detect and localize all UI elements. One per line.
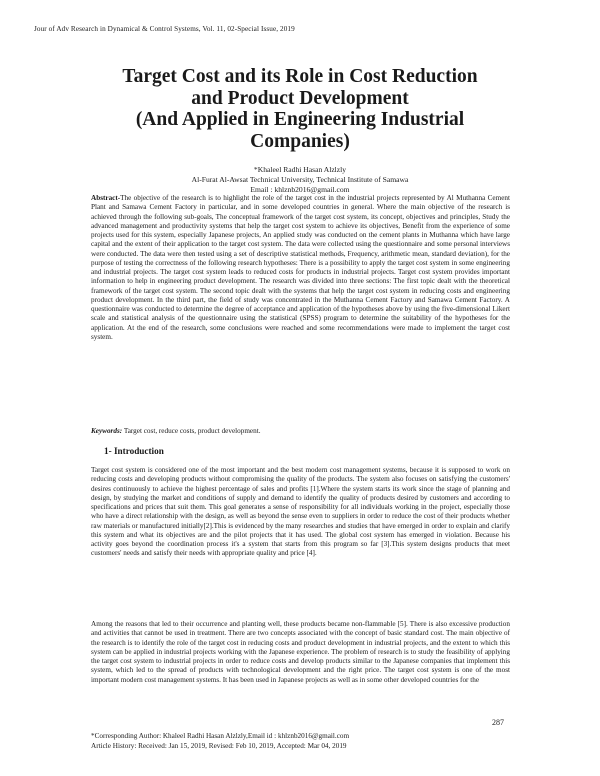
page-number: 287 [492, 718, 504, 727]
introduction-paragraph-2: Among the reasons that led to their occurrence and planting well, these products became non-flammable [5]. There is also excessive production and activities that cannot be used in treatment. There are two concepts associated with the concept of basic standard cost. The main objective of the research is to identify the role of the target cost in reducing costs and product development in industrial projects, and the extent to which this system can be applied in industrial projects working with the Japanese experience. The problem of research is to study the feasibility of applying the target cost system to industrial projects in order to reduce costs and develop products similar to the Japanese companies that implement this system, which led to the spread of products with technological development and the right price. The target cost system is one of the most important modern cost management systems. It has been used in Japanese projects as well as in some other developed countries for the [91, 620, 510, 684]
author-affiliation: Al-Furat Al-Awsat Technical University, Technical Institute of Samawa [191, 175, 409, 185]
corresponding-author: *Corresponding Author: Khaleel Radhi Hasan Alzlzly,Email id : khlznb2016@gmail.com [91, 732, 350, 740]
title-line-3: (And Applied in Engineering Industrial [135, 109, 465, 130]
running-head: Jour of Adv Research in Dynamical & Control Systems, Vol. 11, 02-Special Issue, 2019 [34, 25, 295, 33]
author-name: *Khaleel Radhi Hasan Alzlzly [253, 165, 347, 174]
article-history: Article History: Received: Jan 15, 2019, Revised: Feb 10, 2019, Accepted: Mar 04, 2019 [91, 742, 347, 750]
abstract [91, 194, 510, 342]
section-heading-introduction: 1- Introduction [104, 446, 164, 456]
title-line-1: Target Cost and its Role in Cost Reduction [122, 66, 478, 87]
abstract-text: The objective of the research is to highlight the role of the target cost in the industrial projects represented by Al Muthanna Cement Plant and Samawa Cement Factory in particular, and in some developed countries in general. Where the main objective of the research is achieved through the following sub-goals, The conceptual framework of the target cost system, its concept, objectives and principles, Study the advanced management and productivity systems that help the target cost system to achieve its objectives, Benefit from the experience of some projects used for this system, especially Japanese projects, An applied study was conducted on the cement plants in Muthanna which have large capital and the extent of their application to the target cost system. The data were collected using the questionnaire and some personal interviews were conducted. The data were then tested using a set of descriptive statistical methods, Frequency, arithmetic mean, standard deviation), for the purpose of testing the correctness of the following research hypotheses: There is a possibility to apply the target cost system in some engineering and industrial projects. The target cost system leads to reduced costs for products in industrial projects. Target cost system provides important information to help in engineering product development. The research was divided into three sections: The first topic dealt with the theoretical framework of the target cost system. The second topic dealt with the systems that help the target cost system in reducing costs and engineering product development. In the third part, the field of study was concentrated in the Muthanna Cement Factory and Samawa Cement Factory. A questionnaire was conducted to determine the degree of acceptance and application of the hypotheses above by using the five-dimensional Likert scale and statistical analysis of the questionnaire using the statistical (SPSS) program to determine the suitability of the hypotheses for the application. At the end of the research, some conclusions were reached and some recommendations were made to implement the target cost system. [91, 194, 510, 341]
introduction-paragraph-1: Target cost system is considered one of the most important and the best modern cost management systems, because it is supposed to work on reducing costs and developing products without compromising the quality of the products. The system also focuses on satisfying the customers' desires continuously to achieve the highest percentage of sales and profits [1].Where the system starts its work since the stage of planning and design, by studying the market and conditions of supply and demand to identify the quality of products desired by customers and according to specifications and prices that suit them. This goal generates a sense of responsibility for all individuals working in the project, especially those who have a direct relationship with the design, as well as beyond the sense even to suppliers in order to reduce the cost of their products whether raw materials or manufactured initially[2].This is evidenced by the many researches and studies that have emerged in order to explain and clarify this system and what its objectives are and the pilot projects that it has used. The global cost system has emerged in violation. Because his activity goes beyond the coordination process it's a system that starts from this program so far [3].This system designs products that meet customers' needs and satisfy their needs with appropriate quality and price [4]. [91, 466, 510, 558]
keywords [91, 427, 510, 436]
footnote [91, 731, 531, 751]
keywords-text: Target cost, reduce costs, product development. [122, 427, 261, 435]
title-line-2: and Product Development [191, 87, 409, 109]
abstract-label: Abstract- [91, 194, 121, 202]
paper-title [60, 66, 540, 152]
keywords-label: Keywords: [91, 427, 123, 435]
title-line-4: Companies) [250, 130, 350, 152]
author-block [90, 165, 510, 196]
author-email: Email : khlznb2016@gmail.com [250, 185, 350, 195]
